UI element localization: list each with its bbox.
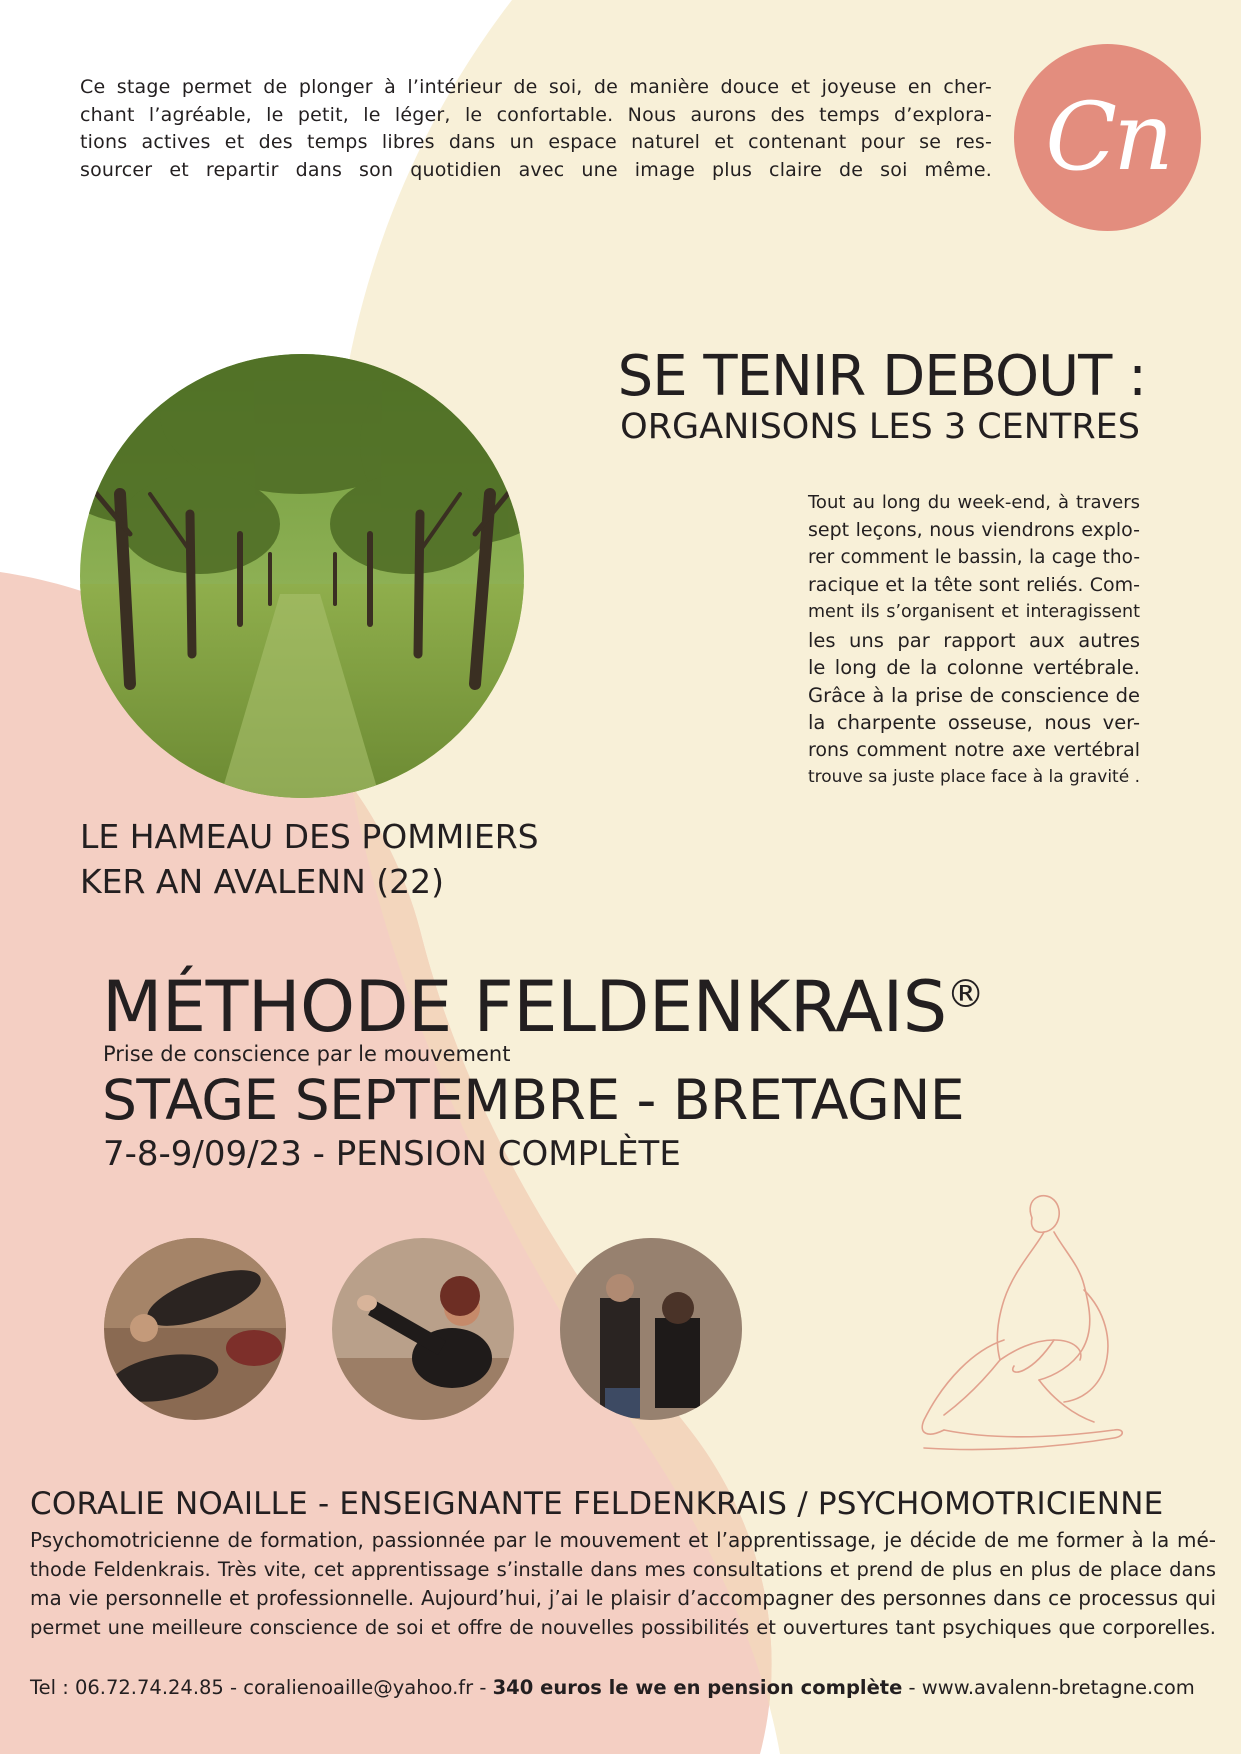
description-line: la charpente osseuse, nous ver- — [808, 711, 1140, 734]
logo-text: Cn — [1045, 83, 1170, 192]
stage-title: STAGE SEPTEMBRE - BRETAGNE — [102, 1068, 965, 1132]
registered-mark: ® — [946, 972, 985, 1016]
intro-line: Ce stage permet de plonger à l’intérieur de soi, de manière douce et joyeuse en cher- — [80, 76, 992, 98]
website: www.avalenn-bretagne.com — [921, 1676, 1195, 1699]
main-title: SE TENIR DEBOUT : — [617, 344, 1146, 409]
bio-paragraph — [30, 1526, 1216, 1642]
method-title — [102, 966, 984, 1048]
description-line: sept leçons, nous viendrons explo- — [808, 518, 1140, 541]
contact-line — [30, 1676, 1195, 1699]
method-name: MÉTHODE FELDENKRAIS — [102, 966, 947, 1048]
photo-floor-exercise — [104, 1238, 286, 1420]
bio-line: ma vie personnelle et professionnelle. Aujourd’hui, j’ai le plaisir d’accompagner des personnes dans ce processus qui — [30, 1586, 1216, 1610]
method-subtitle: Prise de conscience par le mouvement — [103, 1042, 511, 1066]
intro-line: sourcer et repartir dans son quotidien avec une image plus claire de soi même. — [80, 158, 992, 181]
photo-seated-balance — [332, 1238, 514, 1420]
bio-title: CORALIE NOAILLE - ENSEIGNANTE FELDENKRAIS / PSYCHOMOTRICIENNE — [30, 1486, 1164, 1522]
bio-line: Psychomotricienne de formation, passionnée par le mouvement et l’apprentissage, je décide de me former à la mé- — [30, 1528, 1216, 1552]
price: 340 euros le we en pension complète — [492, 1676, 903, 1699]
cn-logo — [1014, 44, 1201, 231]
description-line: rons comment notre axe vertébral — [808, 738, 1140, 761]
separator: - — [223, 1676, 244, 1699]
location-place: KER AN AVALENN (22) — [80, 862, 444, 901]
stage-dates: 7-8-9/09/23 - PENSION COMPLÈTE — [103, 1134, 681, 1174]
description-line: racique et la tête sont reliés. Com- — [808, 573, 1140, 596]
separator: - — [473, 1676, 493, 1699]
description-line: Grâce à la prise de conscience de — [808, 683, 1140, 707]
description-line: le long de la colonne vertébrale. — [808, 656, 1140, 679]
bio-line: thode Feldenkrais. Très vite, cet apprentissage s’installe dans mes consultations et prend de plus en plus de place dans — [30, 1558, 1216, 1581]
separator: - — [902, 1676, 922, 1699]
seated-woman-line-drawing — [904, 1190, 1144, 1460]
location-name: LE HAMEAU DES POMMIERS — [80, 817, 539, 856]
description-line: ment ils s’organisent et interagissent — [808, 602, 1140, 622]
intro-line: tions actives et des temps libres dans un espace naturel et contenant pour se res- — [80, 131, 992, 153]
main-subtitle: ORGANISONS LES 3 CENTRES — [620, 407, 1140, 447]
phone-number: Tel : 06.72.74.24.85 — [30, 1676, 224, 1699]
description-line: trouve sa juste place face à la gravité . — [808, 767, 1140, 787]
description-line: rer comment le bassin, la cage tho- — [808, 547, 1140, 568]
description-line: les uns par rapport aux autres — [808, 628, 1140, 652]
workshop-description — [808, 489, 1140, 792]
photo-partner-work — [560, 1238, 742, 1420]
description-line: Tout au long du week-end, à travers — [808, 492, 1140, 513]
intro-line: chant l’agréable, le petit, le léger, le confortable. Nous aurons des temps d’explora- — [80, 103, 992, 126]
email-address: coralienoaille@yahoo.fr — [243, 1676, 474, 1699]
bio-line: permet une meilleure conscience de soi et offre de nouvelles possibilités et ouvertures tant psychiques que corporelles. — [30, 1616, 1216, 1639]
orchard-photo — [80, 354, 524, 798]
intro-paragraph — [80, 74, 992, 184]
